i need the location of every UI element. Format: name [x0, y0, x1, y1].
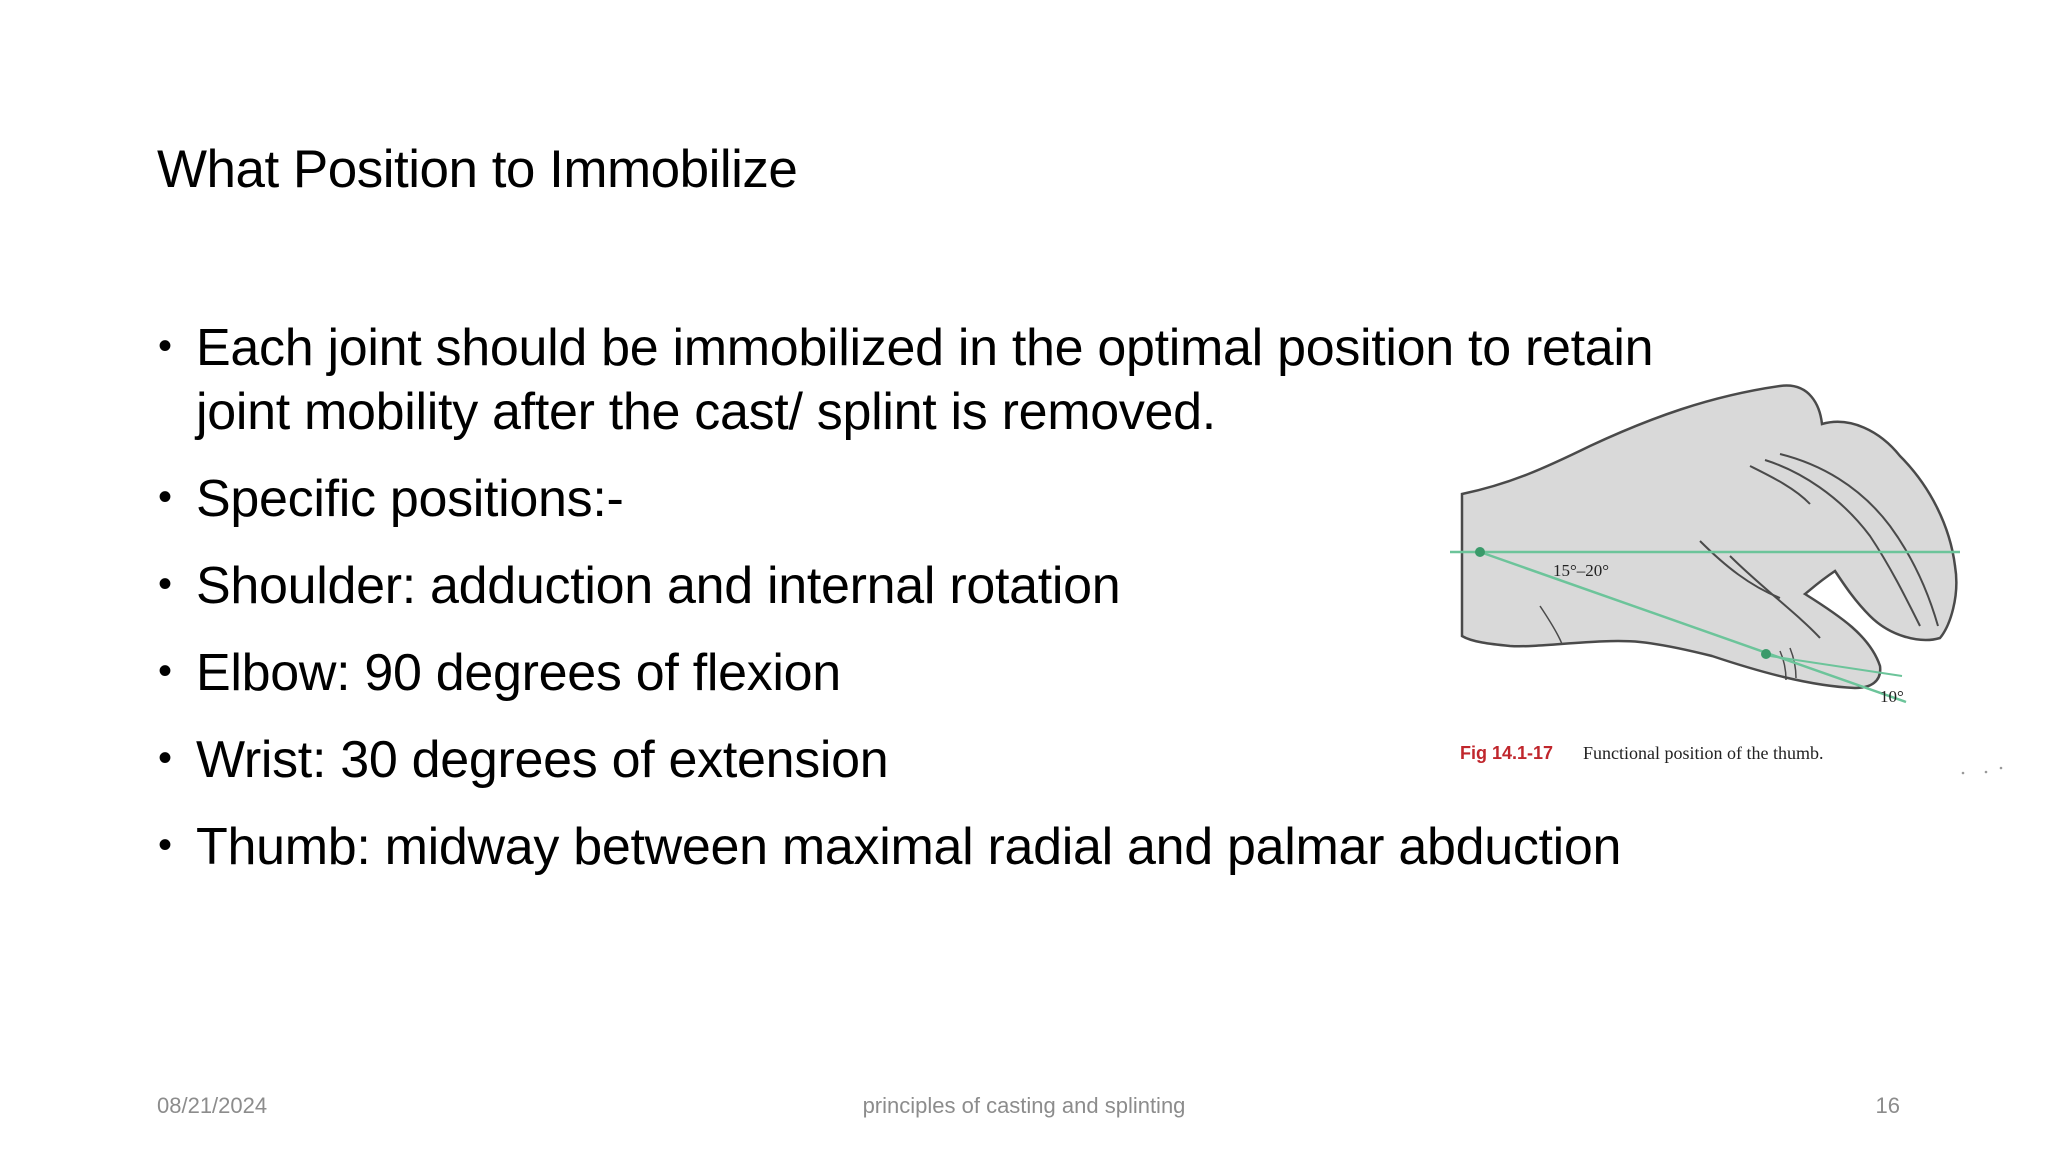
thumb-position-figure: [1450, 376, 2010, 786]
bullet-dot: •: [158, 736, 172, 780]
footer-date: 08/21/2024: [157, 1093, 268, 1118]
bullet-text: Shoulder: adduction and internal rotation: [196, 557, 1121, 615]
bullet-text: Each joint should be immobilized in the optimal position to retain joint mobility after the cast/ splint is removed.: [196, 319, 1654, 441]
speck: [2000, 767, 2003, 770]
bullet-item: [158, 815, 1858, 879]
angle-label: 10°: [1880, 687, 1904, 706]
speck: [1985, 771, 1988, 774]
guide-dot: [1761, 649, 1771, 659]
angle-label: 15°–20°: [1553, 561, 1610, 580]
bullet-dot: •: [158, 649, 172, 693]
figure-caption-text: Functional position of the thumb.: [1583, 743, 1824, 763]
hand-illustration: [1450, 376, 2010, 786]
bullet-dot: •: [158, 324, 172, 368]
bullet-text: Wrist: 30 degrees of extension: [196, 731, 889, 789]
footer-title: principles of casting and splinting: [862, 1093, 1186, 1118]
speck: [1962, 772, 1965, 775]
bullet-dot: •: [158, 562, 172, 606]
figure-caption-label: Fig 14.1-17: [1460, 743, 1554, 763]
bullet-dot: •: [158, 823, 172, 867]
bullet-text: Specific positions:-: [196, 470, 624, 528]
guide-dot: [1475, 547, 1485, 557]
bullet-text: Elbow: 90 degrees of flexion: [196, 644, 841, 702]
slide-title: What Position to Immobilize: [157, 140, 798, 199]
hand-outline: [1462, 386, 1956, 688]
bullet-dot: •: [158, 475, 172, 519]
bullet-text: Thumb: midway between maximal radial and palmar abduction: [196, 818, 1622, 876]
slide-number: 16: [1875, 1093, 1900, 1118]
